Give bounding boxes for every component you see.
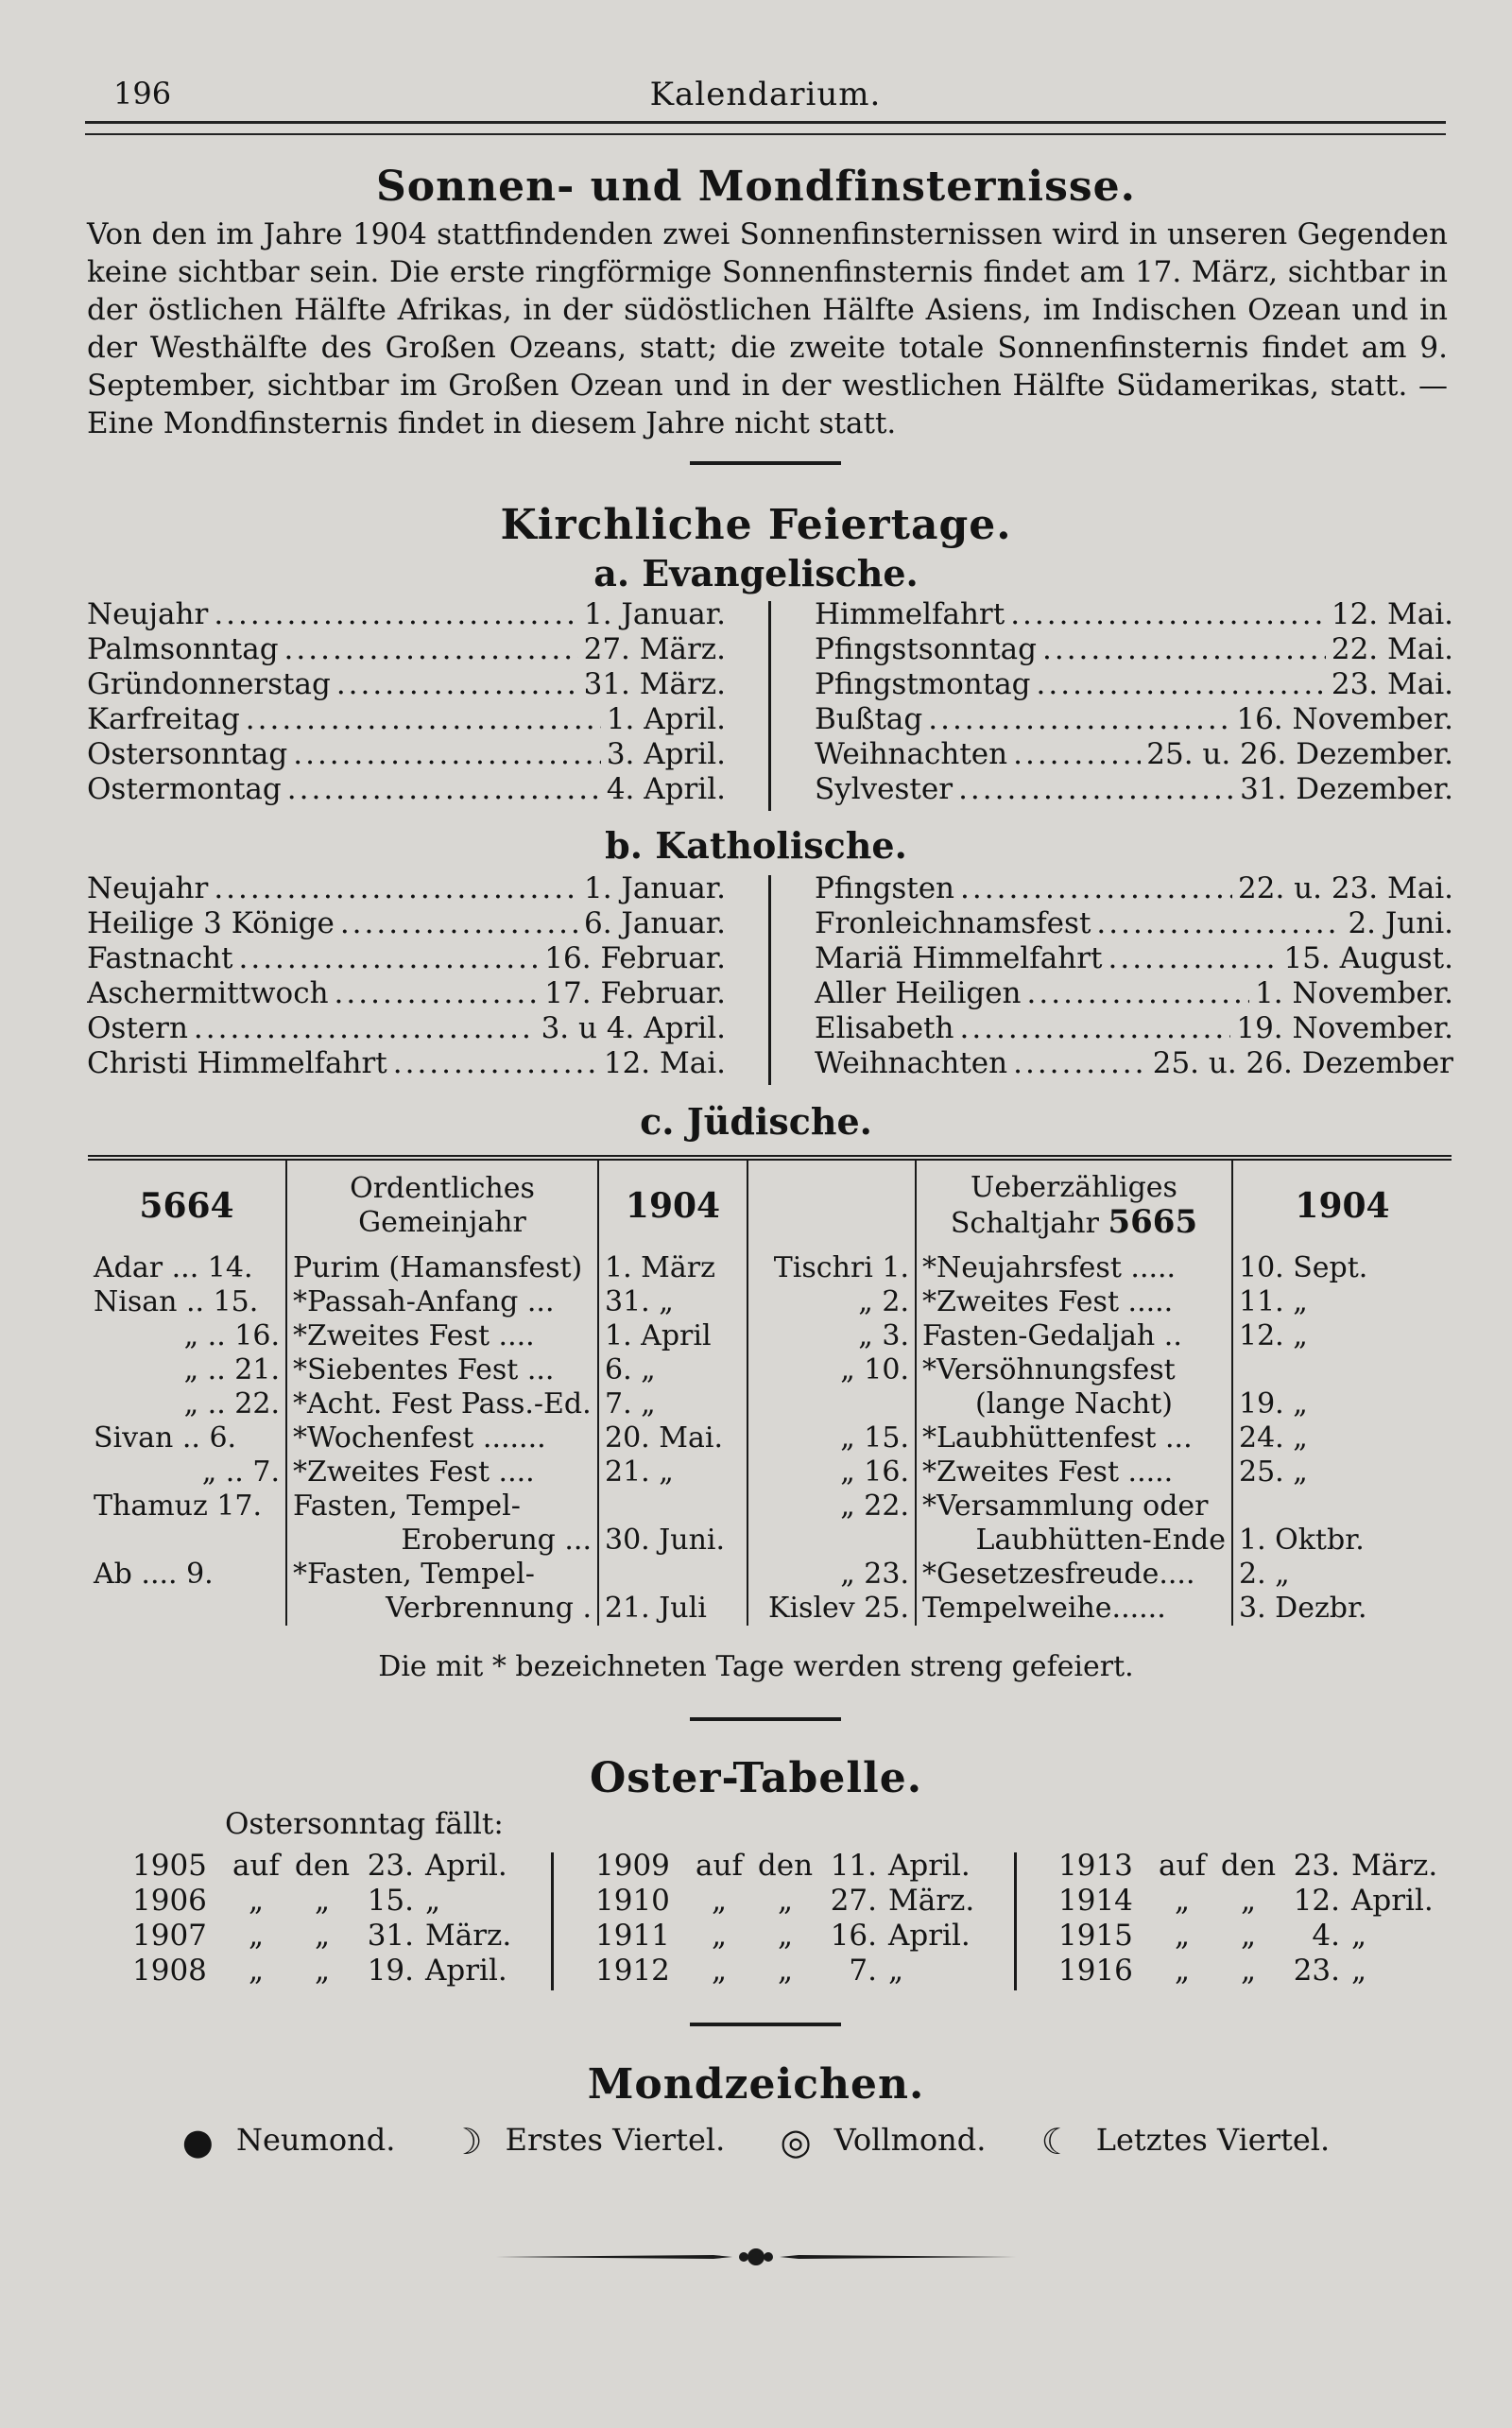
table-row: Sivan .. 6. *Wochenfest ....... 20. Mai. „ 15. *Laubhüttenfest ... 24. „ [88, 1421, 1452, 1455]
list-item: 1909 auf den 11. April. [595, 1849, 971, 1883]
list-item: 1908 „ „ 19. April. [132, 1954, 507, 1988]
list-item: Ostern ..... 3. u 4. April. [87, 1011, 726, 1046]
list-item: 1911 „ „ 16. April. [595, 1919, 971, 1953]
eclipses-title: Sonnen- und Mondfinsternisse. [375, 163, 1136, 211]
page-number: 196 [113, 76, 172, 112]
list-item: Karfreitag ..... 1. April. [87, 702, 726, 737]
last-quarter-sign: ☾ Letztes Viertel. [1040, 2121, 1331, 2162]
list-item: Fastnacht ..... 16. Februar. [87, 941, 726, 976]
list-item: Mariä Himmelfahrt ..... 15. August. [815, 941, 1453, 976]
full-moon-icon: ◎ [780, 2121, 812, 2162]
header-rule [85, 121, 1446, 135]
gregorian-year-header: 1904 [1232, 1158, 1452, 1251]
table-header-row [88, 1158, 1452, 1251]
leap-year-header: Ueberzähliges Schaltjahr 5665 [916, 1158, 1232, 1251]
list-item: 1915 „ „ 4. „ [1058, 1919, 1367, 1953]
strict-observance-note: Die mit * bezeichneten Tage werden streng gefeiert. [378, 1650, 1134, 1683]
year-5664-header: 5664 [139, 1186, 234, 1226]
table-row: Nisan .. 15. *Passah-Anfang ... 31. „ „ 2. *Zweites Fest ..... 11. „ [88, 1285, 1452, 1319]
list-item: Sylvester ..... 31. Dezember. [815, 772, 1453, 807]
column-divider [551, 1852, 554, 1990]
list-item: Elisabeth ..... 19. November. [815, 1011, 1453, 1046]
list-item: 1916 „ „ 23. „ [1058, 1954, 1367, 1988]
list-item: Himmelfahrt ..... 12. Mai. [815, 597, 1453, 632]
list-item: 1910 „ „ 27. März. [595, 1884, 975, 1918]
easter-column-1 [132, 1849, 511, 1989]
table-row: Ab .... 9. *Fasten, Tempel- „ 23. *Gesetzesfreude.... 2. „ [88, 1558, 1452, 1592]
table-row: „ .. 7. *Zweites Fest .... 21. „ „ 16. *Zweites Fest ..... 25. „ [88, 1455, 1452, 1490]
ordinary-year-header: Ordentliches Gemeinjahr [286, 1158, 598, 1251]
list-item: Ostermontag ..... 4. April. [87, 772, 726, 807]
table-row: Adar ... 14. Purim (Hamansfest) 1. März Tischri 1. *Neujahrsfest ..... 10. Sept. [88, 1251, 1452, 1285]
moon-title: Mondzeichen. [587, 2060, 925, 2109]
list-item: Pfingstmontag ..... 23. Mai. [815, 667, 1453, 702]
column-divider [768, 601, 771, 811]
list-item: Pfingstsonntag ..... 22. Mai. [815, 632, 1453, 667]
list-item: 1913 auf den 23. März. [1058, 1849, 1438, 1883]
list-item: Weihnachten ..... 25. u. 26. Dezember. [815, 737, 1453, 772]
list-item: 1914 „ „ 12. April. [1058, 1884, 1434, 1918]
list-item: Christi Himmelfahrt ..... 12. Mai. [87, 1046, 726, 1081]
table-row: „ .. 22. *Acht. Fest Pass.-Ed. 7. „ (lange Nacht) 19. „ [88, 1387, 1452, 1421]
easter-column-3 [1058, 1849, 1437, 1989]
list-item: Ostersonntag ..... 3. April. [87, 737, 726, 772]
list-item: Neujahr ..... 1. Januar. [87, 597, 726, 632]
list-item: 1906 „ „ 15. „ [132, 1884, 441, 1918]
table-row: „ .. 16. *Zweites Fest .... 1. April „ 3. Fasten-Gedaljah .. 12. „ [88, 1319, 1452, 1353]
list-item: Aschermittwoch ..... 17. Februar. [87, 976, 726, 1011]
first-quarter-icon: ☽ [450, 2121, 483, 2162]
evangelical-left-list [87, 597, 726, 807]
evangelical-subtitle: a. Evangelische. [593, 552, 919, 594]
list-item: Weihnachten ..... 25. u. 26. Dezember [815, 1046, 1453, 1081]
evangelical-right-list [815, 597, 1453, 807]
table-row: Verbrennung . 21. Juli Kislev 25. Tempelweihe...... 3. Dezbr. [88, 1592, 1452, 1626]
easter-column-2 [595, 1849, 974, 1989]
jewish-holidays-table [88, 1155, 1452, 1626]
list-item: Gründonnerstag ..... 31. März. [87, 667, 726, 702]
holidays-title: Kirchliche Feiertage. [500, 501, 1012, 549]
table-row: „ .. 21. *Siebentes Fest ... 6. „ „ 10. *Versöhnungsfest [88, 1353, 1452, 1387]
month-header [747, 1158, 916, 1251]
list-item: Fronleichnamsfest ..... 2. Juni. [815, 906, 1453, 941]
closing-ornament-icon [496, 2243, 1016, 2271]
list-item: Heilige 3 Könige ..... 6. Januar. [87, 906, 726, 941]
column-divider [768, 875, 771, 1085]
easter-lead-text: Ostersonntag fällt: [225, 1807, 504, 1841]
running-head [85, 76, 1446, 113]
full-moon-sign: ◎ Vollmond. [780, 2121, 987, 2162]
new-moon-icon: ● [181, 2121, 214, 2162]
running-title: Kalendarium. [649, 76, 882, 113]
gregorian-year-header: 1904 [598, 1158, 747, 1251]
catholic-right-list [815, 871, 1453, 1081]
section-rule [690, 461, 841, 465]
catholic-subtitle: b. Katholische. [605, 824, 907, 867]
catholic-left-list [87, 871, 726, 1081]
section-rule [690, 1717, 841, 1721]
list-item: 1907 „ „ 31. März. [132, 1919, 512, 1953]
eclipses-paragraph: Von den im Jahre 1904 stattfindenden zwei Sonnenfinsternissen wird in unseren Gegenden keine sichtbar sein. Die erste ringförmige Sonnenfinsternis findet am 17. März, sichtbar in der östlichen Hälfte Afrikas, in der südöstlichen Hälfte Asiens, im Indischen Ozean und in der Westhälfte des Großen Ozeans, statt; die zweite totale Sonnenfinsternis findet am 9. September, sichtbar im Großen Ozean und in der westlichen Hälfte Südamerikas, statt. — Eine Mondfinsternis findet in diesem Jahre nicht statt. [87, 217, 1448, 440]
list-item: Neujahr ..... 1. Januar. [87, 871, 726, 906]
list-item: Bußtag ..... 16. November. [815, 702, 1453, 737]
column-divider [1014, 1852, 1017, 1990]
table-row: Eroberung ... 30. Juni. Laubhütten-Ende 1. Oktbr. [88, 1524, 1452, 1558]
section-rule [690, 2023, 841, 2026]
easter-title: Oster-Tabelle. [589, 1754, 923, 1802]
list-item: Palmsonntag ..... 27. März. [87, 632, 726, 667]
list-item: 1912 „ „ 7. „ [595, 1954, 904, 1988]
new-moon-sign: ● Neumond. [181, 2121, 396, 2162]
list-item: Pfingsten ..... 22. u. 23. Mai. [815, 871, 1453, 906]
first-quarter-sign: ☽ Erstes Viertel. [450, 2121, 726, 2162]
last-quarter-icon: ☾ [1040, 2121, 1074, 2162]
table-row: Thamuz 17. Fasten, Tempel- „ 22. *Versammlung oder [88, 1490, 1452, 1524]
list-item: Aller Heiligen ..... 1. November. [815, 976, 1453, 1011]
moon-signs-legend [0, 2121, 1512, 2162]
list-item: 1905 auf den 23. April. [132, 1849, 507, 1883]
jewish-subtitle: c. Jüdische. [640, 1100, 872, 1143]
